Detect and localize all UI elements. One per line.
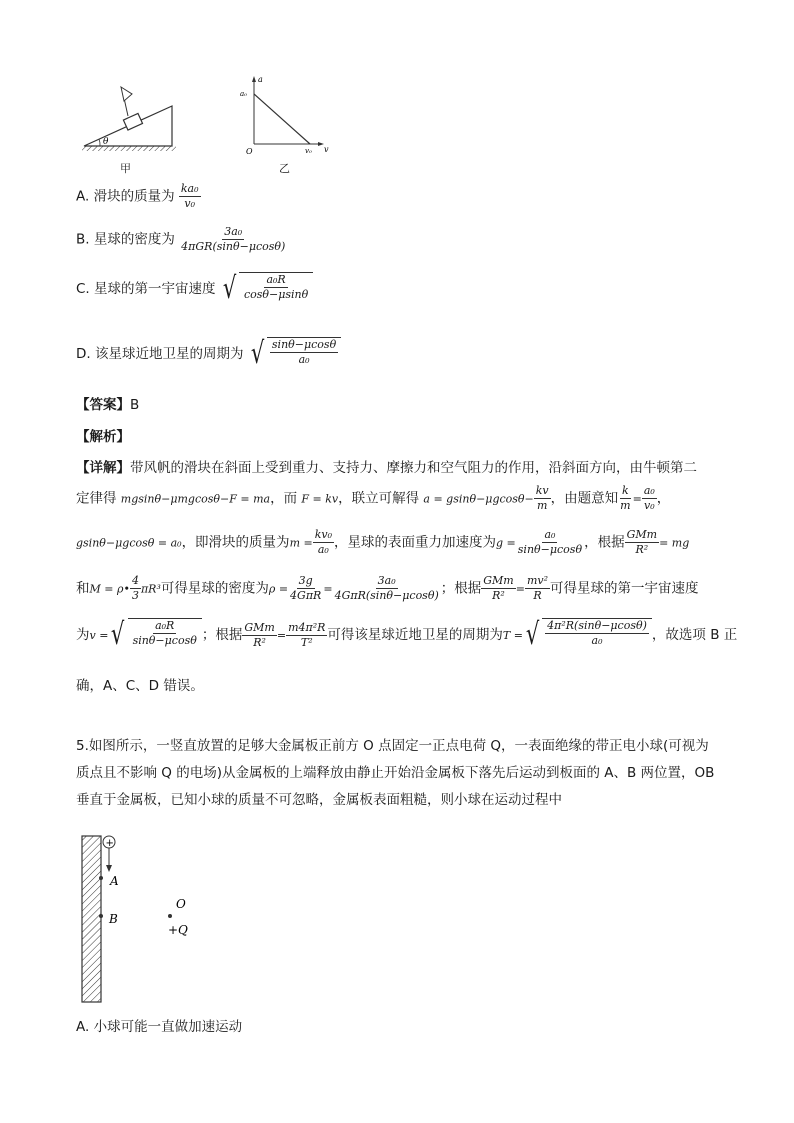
option-d [76,337,341,371]
q5-line-3: 垂直于金属板，已知小球的质量不可忽略，金属板表面粗糙，则小球在运动过程中 [76,792,562,808]
d3-eq1: gsinθ−μgcosθ = a₀ [76,536,182,550]
d2-a: 定律得 [76,490,117,507]
point-b [99,914,103,918]
d3-b: ，星球的表面重力加速度为 [334,534,497,551]
d5-sqrt2: √ $\frac{\text{4π²R(sinθ−μcosθ)}}{\text{a₀}}$ [523,618,652,652]
charge-q-label: +Q [168,923,188,937]
av-line [254,94,310,144]
angle-arc [99,139,100,146]
d4-f1: $\frac{4}{3}$ [131,574,139,602]
d4-d: 可得星球的第一宇宙速度 [550,580,699,597]
ground-hatch [82,146,176,151]
detail-line-2 [76,484,670,513]
d5-sqrt1: √ $\frac{\text{a₀R}}{\sin\theta-\mu\cos\theta}$ [108,618,201,652]
d5-c: 可得该星球近地卫星的周期为 [327,627,503,643]
y-tick-label: a₀ [240,90,247,98]
d2-eq2: F = kv [301,492,339,506]
d3-eq3: g = [496,536,516,550]
y-axis-label: a [258,75,263,84]
option-b-formula [179,225,287,254]
detail-line-6: 确，A、C、D 错误。 [76,678,204,694]
option-a-den: v₀ [184,197,196,210]
d4-eq3: ρ = [268,582,289,596]
d3-f2: $\frac{\text{a₀}}{\sin\theta-\mu\cos\theta}$ [517,528,583,556]
origin-label: O [246,147,253,156]
point-b-label: B [109,912,118,926]
d3-eq4: = mg [659,536,690,550]
d4-c: ；根据 [440,580,482,597]
d2-c: ，联立可解得 [338,490,420,507]
x-tick-label: v₀ [305,147,312,155]
option-d-den: a₀ [298,353,310,366]
d2-b: ，而 [270,490,298,507]
d5-f1: $\frac{\text{GMm}}{\text{R²}}$ [244,620,275,649]
detail-line-1 [76,459,697,477]
option-a-text: A. 滑块的质量为 [76,188,175,205]
d2-f3: $\frac{\text{a₀}}{\text{v₀}}$ [643,484,655,512]
detail-text-1: 带风帆的滑块在斜面上受到重力、支持力、摩擦力和空气阻力的作用，沿斜面方向，由牛顿第二 [130,460,697,476]
d3-a: ，即滑块的质量为 [181,534,290,551]
option-c-formula: √ $\frac{\text{a₀R}}{\cos\theta-\mu\sin\theta}$ [220,272,313,306]
option-d-text: D. 该星球近地卫星的周期为 [76,346,244,362]
fall-arrow-head [106,865,112,872]
analysis-label: 【解析】 [76,429,130,445]
d2-eq4: = [632,492,642,506]
caption-yi: 乙 [279,162,290,175]
option-a-formula [179,182,201,211]
d4-eq1: M = ρ• [89,582,130,596]
q5-line-1: 5.如图所示，一竖直放置的足够大金属板正前方 O 点固定一正点电荷 Q，一表面绝缘的带正电小球(可视为 [76,738,709,754]
block [123,113,142,130]
d5-a: 为 [76,627,90,643]
d4-eq4: = [323,582,333,596]
option-b-den: 4πGR(sinθ−μcosθ) [181,240,286,253]
option-c-text: C. 星球的第一宇宙速度 [76,281,216,297]
q5-line-2: 质点且不影响 Q 的电场)从金属板的上端释放由静止开始沿金属板下落先后运动到板面的 A、B 两位置，OB [76,765,715,781]
d4-f3: $\frac{\text{3a₀}}{\text{4GπR(sinθ−μcosθ)}}$ [334,574,439,602]
option-b-num: 3a₀ [224,225,243,238]
answer-line [76,396,139,414]
av-graph [236,74,336,158]
d5-d: ，故选项 B 正 [651,627,738,643]
d4-f5: $\frac{\text{mv²}}{R}$ [526,574,549,602]
d2-eq1: mgsinθ−μmgcosθ−F = ma [120,492,271,506]
d4-b: 可得星球的密度为 [160,580,269,597]
detail-line-5 [76,618,737,652]
answer-value: B [130,397,140,413]
ball-plus-label: + [105,838,114,849]
d4-a: 和 [76,580,90,597]
option-c-den: cosθ−μsinθ [243,288,309,301]
option-c-num: a₀R [266,273,286,286]
d3-f3: $\frac{\text{GMm}}{\text{R²}}$ [626,528,658,556]
answer-label: 【答案】 [76,397,130,413]
d3-c: ，根据 [584,534,625,551]
d3-f1: $\frac{\text{kv₀}}{\text{a₀}}$ [314,528,333,556]
point-o [168,914,172,918]
d3-eq2: m = [289,536,313,550]
d4-f4: $\frac{\text{GMm}}{\text{R²}}$ [483,574,514,602]
option-b [76,225,287,254]
q5-option-a: A. 小球可能一直做加速运动 [76,1019,243,1035]
metal-plate-figure [76,832,206,1008]
y-arrow [252,76,256,82]
sail-flag [121,87,132,101]
d4-eq5: = [515,582,525,596]
point-a-label: A [110,874,119,888]
d4-f2: $\frac{3g}{\text{4GπR}}$ [290,574,322,602]
d4-eq2: πR³ [140,582,161,596]
option-a-num: ka₀ [180,182,199,195]
point-o-label: O [176,897,186,911]
d2-e: ， [656,490,671,507]
d2-f1: $\frac{kv}{m}$ [535,484,549,512]
detail-label: 【详解】 [76,460,130,476]
point-a [99,876,103,880]
caption-jia: 甲 [120,162,131,175]
x-axis-label: v [324,145,329,154]
option-c [76,272,313,306]
metal-plate [82,836,101,1002]
detail-line-3 [76,528,689,557]
d2-d: ，由题意知 [550,490,619,507]
d5-eq3: T = [502,629,523,642]
option-b-text: B. 星球的密度为 [76,231,175,248]
d5-eq1: v = [89,629,109,642]
detail-line-4 [76,574,699,603]
d2-eq3: a = gsinθ−μgcosθ− [423,492,534,506]
d2-f2: $\frac{k}{m}$ [620,484,631,512]
option-d-formula: √ $\frac{\sin\theta-\mu\cos\theta}{\text{a₀}}$ [248,337,341,371]
d5-b: ；根据 [201,627,243,643]
d5-f2: $\frac{\text{m4π²R}}{\text{T²}}$ [288,620,326,649]
angle-label: θ [103,137,109,147]
option-a [76,182,201,211]
option-d-num: sinθ−μcosθ [271,338,337,351]
d5-eq2: = [276,629,287,642]
